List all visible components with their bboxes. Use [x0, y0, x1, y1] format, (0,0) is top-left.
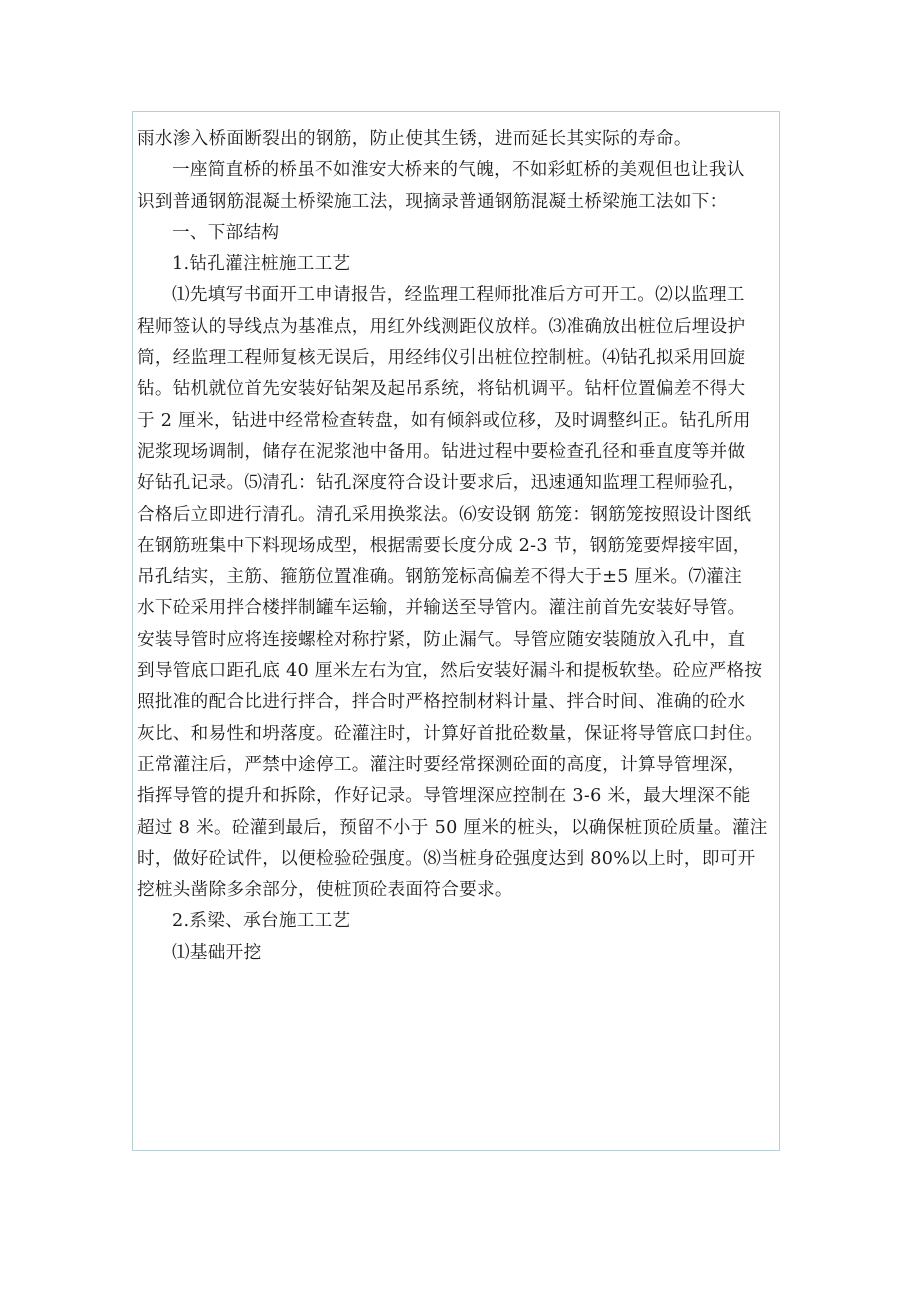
text-line: 吊孔结实，主筋、箍筋位置准确。钢筋笼标高偏差不得大于±5 厘米。⑺灌注: [137, 567, 743, 588]
text-line: 合格后立即进行清孔。清孔采用换浆法。⑹安设钢 筋笼：钢筋笼按照设计图纸: [137, 504, 752, 525]
text-line: 钻。钻机就位首先安装好钻架及起吊系统，将钻机调平。钻杆位置偏差不得大: [137, 379, 746, 400]
heading-bored-pile: [137, 249, 779, 280]
text-line: 好钻孔记录。⑸清孔：钻孔深度符合设计要求后，迅速通知监理工程师验孔，: [137, 473, 746, 494]
text-line: ⑴先填写书面开工申请报告，经监理工程师批准后方可开工。⑵以监理工: [172, 285, 745, 306]
paragraph-intro-end: [137, 124, 779, 155]
text-line: 于 2 厘米，钻进中经常检查转盘，如有倾斜或位移，及时调整纠正。钻孔所用: [137, 410, 751, 431]
paragraph-bored-pile-steps: [137, 280, 779, 906]
text-line: 雨水渗入桥面断裂出的钢筋，防止使其生锈，进而延长其实际的寿命。: [137, 129, 692, 149]
text-line: 正常灌注后，严禁中途停工。灌注时要经常探测砼面的高度，计算导管埋深，: [137, 754, 746, 775]
text-line: 在钢筋班集中下料现场成型，根据需要长度分成 2-3 节，钢筋笼要焊接牢固，: [137, 535, 751, 556]
heading-foundation-excavation: [137, 938, 779, 969]
text-line: 泥浆现场调制，储存在泥浆池中备用。钻进过程中要检查孔径和垂直度等并做: [137, 441, 746, 462]
heading-substructure: [137, 218, 779, 249]
subsection-heading: 2.系梁、承台施工工艺: [172, 911, 351, 932]
text-line: 时，做好砼试件，以便检验砼强度。⑻当桩身砼强度达到 80%以上时，即可开: [137, 848, 756, 869]
paragraph-bridge-observation: [137, 155, 779, 218]
text-line: 筒，经监理工程师复核无误后，用经纬仪引出桩位控制桩。⑷钻孔拟采用回旋: [137, 348, 746, 369]
text-line: 安装导管时应将连接螺栓对称拧紧，防止漏气。导管应随安装随放入孔中，直: [137, 629, 746, 650]
heading-tie-beam-cap: [137, 906, 779, 937]
text-line: 一座简直桥的桥虽不如淮安大桥来的气魄，不如彩虹桥的美观但也让我认: [172, 160, 745, 181]
text-line: 识到普通钢筋混凝土桥梁施工法，现摘录普通钢筋混凝土桥梁施工法如下：: [137, 191, 728, 212]
text-line: 水下砼采用拌合楼拌制罐车运输，并输送至导管内。灌注前首先安装好导管。: [137, 598, 746, 619]
section-heading: 一、下部结构: [172, 222, 280, 243]
text-line: 超过 8 米。砼灌到最后，预留不小于 50 厘米的桩头，以确保桩顶砼质量。灌注: [137, 817, 768, 838]
text-line: 挖桩头凿除多余部分，使桩顶砼表面符合要求。: [137, 880, 513, 901]
document-body: [137, 124, 779, 969]
text-line: 指挥导管的提升和拆除，作好记录。导管埋深应控制在 3-6 米，最大埋深不能: [137, 786, 751, 807]
text-line: 灰比、和易性和坍落度。砼灌注时，计算好首批砼数量，保证将导管底口封住。: [137, 723, 764, 744]
subsection-heading: 1.钻孔灌注桩施工工艺: [172, 254, 351, 275]
text-line: 程师签认的导线点为基准点，用红外线测距仪放样。⑶准确放出桩位后埋设护: [137, 316, 746, 337]
text-line: 到导管底口距孔底 40 厘米左右为宜，然后安装好漏斗和提板软垫。砼应严格按: [137, 661, 763, 682]
text-line: 照批准的配合比进行拌合，拌合时严格控制材料计量、拌合时间、准确的砼水: [137, 692, 746, 713]
step-heading: ⑴基础开挖: [172, 942, 262, 963]
